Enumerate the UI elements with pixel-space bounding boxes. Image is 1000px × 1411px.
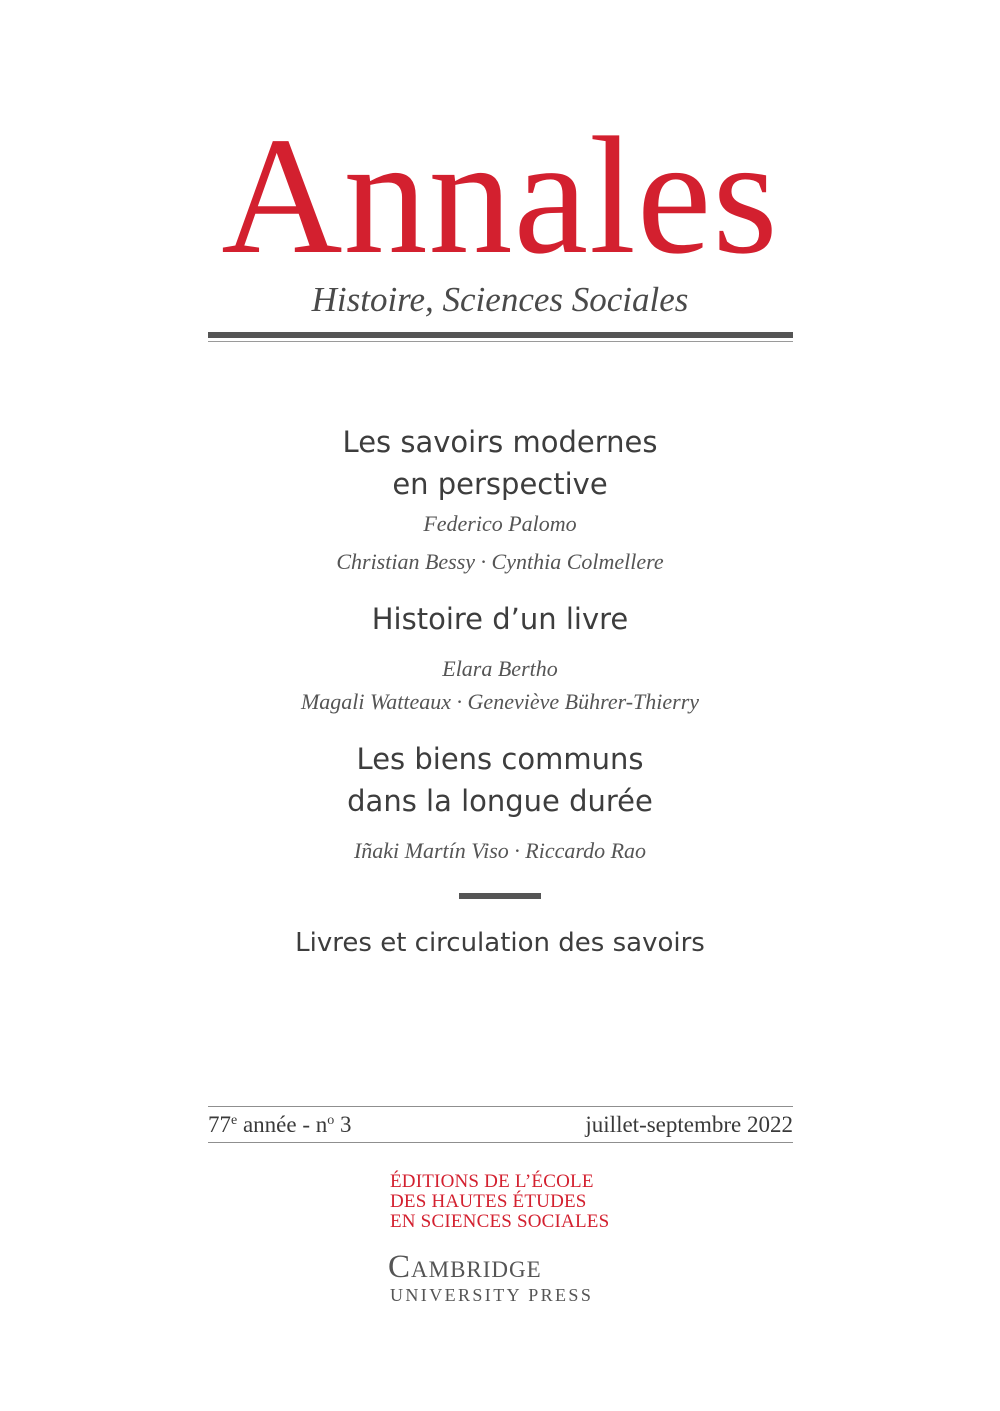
section-1-authors-line2: Christian Bessy · Cynthia Colmellere bbox=[336, 549, 664, 574]
ehess-publisher-logo bbox=[390, 1172, 609, 1232]
issue-number: 3 bbox=[334, 1112, 352, 1137]
masthead-rule bbox=[208, 332, 793, 338]
ehess-line-1: ÉDITIONS DE L’ÉCOLE bbox=[390, 1171, 594, 1192]
section-1-authors-line1: Federico Palomo bbox=[423, 511, 577, 536]
masthead-rule-thin bbox=[208, 341, 793, 342]
journal-title: Annales bbox=[221, 103, 779, 289]
section-2-title: Histoire d’un livre bbox=[371, 602, 629, 636]
journal-subtitle: Histoire, Sciences Sociales bbox=[311, 280, 689, 319]
issue-number-sup: o bbox=[327, 1113, 335, 1128]
section-2-authors-line2: Magali Watteaux · Geneviève Bührer-Thierry bbox=[300, 689, 700, 714]
section-divider bbox=[459, 893, 541, 899]
footer-rule-top bbox=[208, 1106, 793, 1107]
issue-volume-number bbox=[208, 1112, 352, 1138]
section-2-authors-line1: Elara Bertho bbox=[442, 656, 558, 681]
cambridge-wordmark: Cambridge bbox=[388, 1249, 542, 1285]
issue-period: juillet-septembre 2022 bbox=[585, 1112, 793, 1137]
footer-rule-bottom bbox=[208, 1142, 793, 1143]
issue-year-sup: e bbox=[231, 1113, 238, 1128]
extra-section-title: Livres et circulation des savoirs bbox=[295, 928, 705, 958]
cambridge-press-label: UNIVERSITY PRESS bbox=[390, 1285, 594, 1305]
section-3-title-line1: Les biens communs bbox=[356, 742, 644, 776]
ehess-line-2: DES HAUTES ÉTUDES bbox=[390, 1191, 587, 1212]
section-3-title-line2: dans la longue durée bbox=[347, 784, 653, 818]
issue-year-number: 77 bbox=[208, 1112, 231, 1137]
section-1-title-line2: en perspective bbox=[392, 467, 608, 501]
section-1-title-line1: Les savoirs modernes bbox=[342, 425, 658, 459]
section-3-authors: Iñaki Martín Viso · Riccardo Rao bbox=[353, 838, 647, 863]
cambridge-logo bbox=[388, 1250, 542, 1284]
ehess-line-3: EN SCIENCES SOCIALES bbox=[390, 1211, 610, 1232]
issue-year-label: année - n bbox=[237, 1112, 328, 1137]
